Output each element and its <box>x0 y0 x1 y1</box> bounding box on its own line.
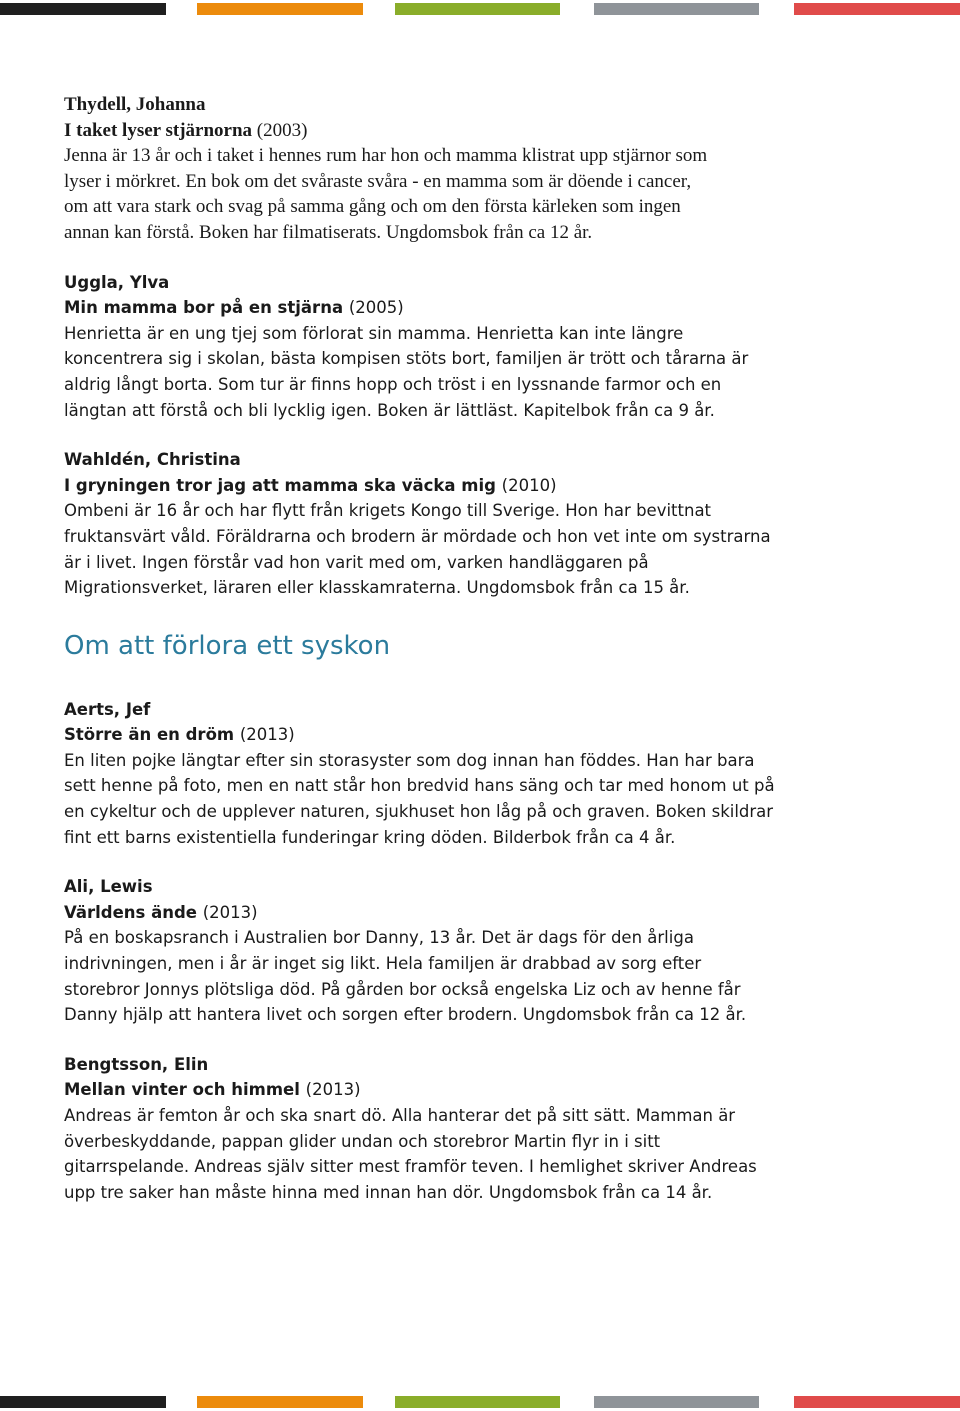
entry-title-line <box>64 118 904 144</box>
color-bar-dark <box>0 3 166 15</box>
bottom-color-bars <box>0 1396 960 1408</box>
entry-text-line: Danny hjälp att hantera livet och sorgen efter brodern. Ungdomsbok från ca 12 år. <box>64 1005 747 1025</box>
book-entry <box>64 697 904 851</box>
color-bar-green <box>395 3 560 15</box>
entry-title-line <box>64 1077 904 1103</box>
entry-text-line: upp tre saker han måste hinna med innan han dör. Ungdomsbok från ca 14 år. <box>64 1182 713 1202</box>
section-heading: Om att förlora ett syskon <box>64 630 391 661</box>
entries-part-2 <box>64 697 904 1206</box>
entry-text-line: om att vara stark och svag på samma gång och om den första kärleken som ingen <box>64 196 681 218</box>
entry-title-line <box>64 900 904 926</box>
entry-year: (2010) <box>501 475 557 495</box>
entry-text-line: Migrationsverket, läraren eller klasskamraterna. Ungdomsbok från ca 15 år. <box>64 578 690 598</box>
document-body <box>64 92 904 1205</box>
entry-year: (2013) <box>239 725 295 745</box>
entry-text-line: längtan att förstå och bli lycklig igen. Boken är lättläst. Kapitelbok från ca 9 år. <box>64 400 715 420</box>
entry-year: (2005) <box>348 298 404 318</box>
entry-author: Thydell, Johanna <box>64 94 206 115</box>
entry-title: I gryningen tror jag att mamma ska väcka mig <box>64 475 496 495</box>
entry-text-line: Henrietta är en ung tjej som förlorat sin mamma. Henrietta kan inte längre <box>64 323 684 343</box>
entry-year: (2013) <box>305 1080 361 1100</box>
book-entry <box>64 1052 904 1206</box>
entry-text-line: är i livet. Ingen förstår vad hon varit med om, varken handläggaren på <box>64 552 649 572</box>
entry-title: Världens ände <box>64 902 197 922</box>
color-bar-red <box>794 3 960 15</box>
entry-text-line: fint ett barns existentiella funderingar kring döden. Bilderbok från ca 4 år. <box>64 827 676 847</box>
color-bar-orange <box>197 1396 363 1408</box>
entry-text-line: lyser i mörkret. En bok om det svåraste svåra - en mamma som är döende i cancer, <box>64 170 692 192</box>
entry-text-line: aldrig långt borta. Som tur är finns hopp och tröst i en lyssnande farmor och en <box>64 374 722 394</box>
entry-text-line: indrivningen, men i år är inget sig likt. Hela familjen är drabbad av sorg efter <box>64 954 702 974</box>
entry-year: (2003) <box>256 119 308 141</box>
entries-part-1 <box>64 92 904 601</box>
entry-author: Bengtsson, Elin <box>64 1054 209 1074</box>
entry-author: Ali, Lewis <box>64 877 153 897</box>
entry-author: Aerts, Jef <box>64 699 151 719</box>
entry-text-line: storebror Jonnys plötsliga död. På gården bor också engelska Liz och av henne får <box>64 979 741 999</box>
book-entry <box>64 447 904 601</box>
color-bar-green <box>395 1396 560 1408</box>
entry-text-line: sett henne på foto, men en natt står hon bredvid hans säng och tar med honom ut på <box>64 776 775 796</box>
entry-title: Min mamma bor på en stjärna <box>64 298 344 318</box>
color-bar-gray <box>594 1396 759 1408</box>
entry-title-line <box>64 722 904 748</box>
book-entry <box>64 92 904 246</box>
entry-author: Wahldén, Christina <box>64 450 241 470</box>
entry-text-line: överbeskyddande, pappan glider undan och storebror Martin flyr in i sitt <box>64 1131 661 1151</box>
book-entry <box>64 874 904 1028</box>
entry-title-line <box>64 473 904 499</box>
entry-text-line: Jenna är 13 år och i taket i hennes rum har hon och mamma klistrat upp stjärnor som <box>64 145 708 167</box>
color-bar-dark <box>0 1396 166 1408</box>
color-bar-gray <box>594 3 759 15</box>
entry-text-line: koncentrera sig i skolan, bästa kompisen stöts bort, familjen är trött och tårarna är <box>64 349 749 369</box>
entry-author: Uggla, Ylva <box>64 272 170 292</box>
entry-text-line: Andreas är femton år och ska snart dö. Alla hanterar det på sitt sätt. Mamman är <box>64 1106 736 1125</box>
top-color-bars <box>0 3 960 15</box>
entry-text-line: Ombeni är 16 år och har flytt från krigets Kongo till Sverige. Hon har bevittnat <box>64 501 712 521</box>
color-bar-red <box>794 1396 960 1408</box>
entry-title: Större än en dröm <box>64 725 235 745</box>
entry-title: I taket lyser stjärnorna <box>64 119 253 141</box>
entry-text-line: annan kan förstå. Boken har filmatiserats. Ungdomsbok från ca 12 år. <box>64 221 593 243</box>
entry-text-line: fruktansvärt våld. Föräldrarna och brodern är mördade och hon vet inte om systrarna <box>64 526 771 546</box>
entry-text-line: gitarrspelande. Andreas själv sitter mest framför teven. I hemlighet skriver Andreas <box>64 1157 757 1177</box>
entry-text-line: En liten pojke längtar efter sin storasyster som dog innan han föddes. Han har bara <box>64 750 755 770</box>
entry-year: (2013) <box>202 902 258 922</box>
book-entry <box>64 270 904 424</box>
entry-title: Mellan vinter och himmel <box>64 1080 300 1100</box>
color-bar-orange <box>197 3 363 15</box>
entry-title-line <box>64 295 904 321</box>
entry-text-line: På en boskapsranch i Australien bor Danny, 13 år. Det är dags för den årliga <box>64 928 694 948</box>
entry-text-line: en cykeltur och de upplever naturen, sjukhuset hon låg på och graven. Boken skildrar <box>64 802 774 822</box>
